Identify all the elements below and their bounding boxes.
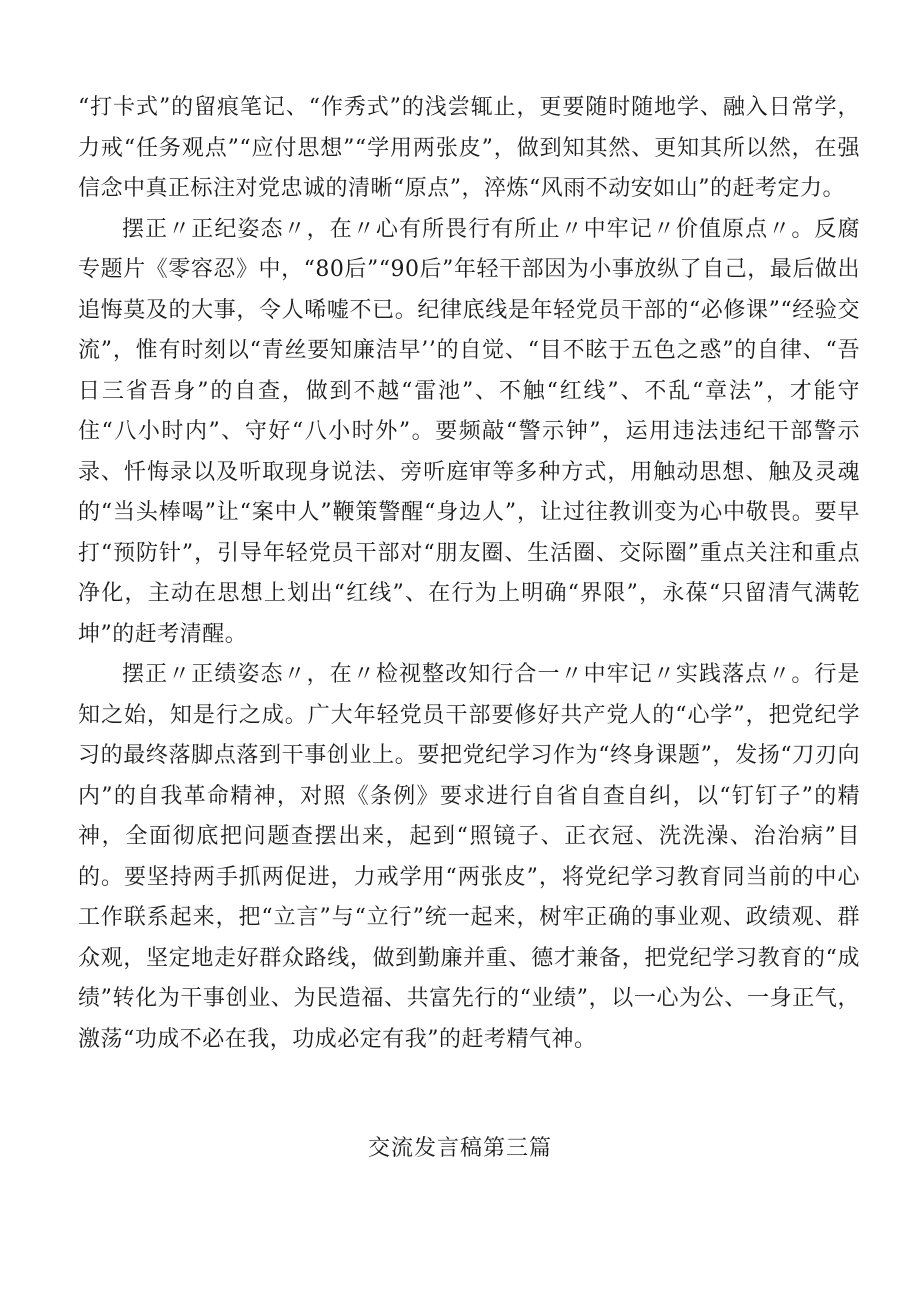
paragraph-2: 摆正〃正纪姿态〃，在〃心有所畏行有所止〃中牢记〃价值原点〃。反腐专题片《零容忍》中，“80后”“90后”年轻干部因为小事放纵了自己，最后做出追悔莫及的大事，令人唏嘘不已。纪律底线是年轻党员干部的“必修课”“经验交流”，惟有时刻以“青丝要知廉洁早’’的自觉、“目不眩于五色之惑”的自律、“吾日三省吾身”的自查，做到不越“雷池”、不触“红线”、不乱“章法”，才能守住“八小时内”、守好“八小时外”。要频敲“警示钟”，运用违法违纪干部警示录、忏悔录以及听取现身说法、旁听庭审等多种方式，用触动思想、触及灵魂的“当头棒喝”让“案中人”鞭策警醒“身边人”，让过往教训变为心中敬畏。要早打“预防针”，引导年轻党员干部对“朋友圈、生活圈、交际圈”重点关注和重点净化，主动在思想上划出“红线”、在行为上明确“界限”，永葆“只留清气满乾坤”的赶考清醒。 bbox=[78, 216, 860, 647]
paragraph-3: 摆正〃正绩姿态〃，在〃检视整改知行合一〃中牢记〃实践落点〃。行是知之始，知是行之成。广大年轻党员干部要修好共产党人的“心学”，把党纪学习的最终落脚点落到干事创业上。要把党纪学习作为“终身课题”，发扬“刀刃向内”的自我革命精神，对照《条例》要求进行自省自查自纠，以“钉钉子”的精神，全面彻底把问题查摆出来，起到“照镜子、正衣冠、洗洗澡、治治病”目的。要坚持两手抓两促进，力戒学用“两张皮”，将党纪学习教育同当前的中心工作联系起来，把“立言”与“立行”统一起来，树牢正确的事业观、政绩观、群众观，坚定地走好群众路线，做到勤廉并重、德才兼备，把党纪学习教育的“成绩”转化为干事创业、为民造福、共富先行的“业绩”，以一心为公、一身正气，激荡“功成不必在我，功成必定有我”的赶考精气神。 bbox=[78, 662, 860, 1052]
section-heading: 交流发言稿第三篇 bbox=[367, 1136, 552, 1161]
document-body bbox=[78, 88, 860, 1060]
paragraph-1: “打卡式”的留痕笔记、“作秀式”的浅尝辄止，更要随时随地学、融入日常学，力戒“任务观点”“应付思想”“学用两张皮”，做到知其然、更知其所以然，在强信念中真正标注对党忠诚的清晰“原点”，淬炼“风雨不动安如山”的赶考定力。 bbox=[78, 95, 860, 201]
